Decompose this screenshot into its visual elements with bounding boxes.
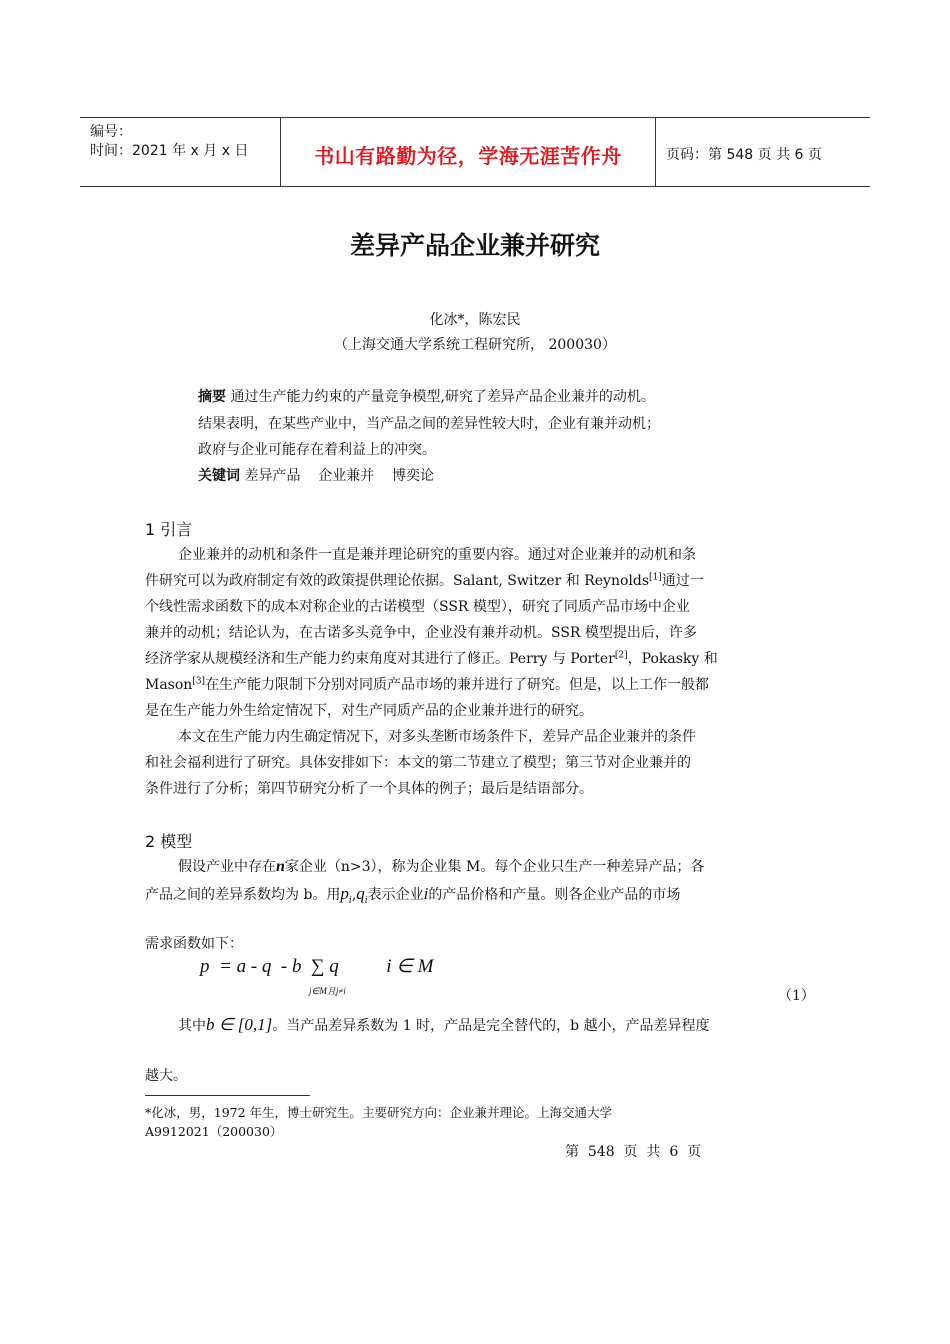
time-label: 时间：2021 年 x 月 x 日 (90, 143, 249, 159)
footnote-line-2: A9912021（200030） (145, 1124, 283, 1139)
paragraph-text: 通过一 (661, 573, 704, 589)
equation-1-subscript: j∈M且j≠i (309, 986, 346, 996)
keywords-label: 关键词 (198, 468, 240, 484)
abstract-line-1 (198, 386, 655, 406)
paragraph-text: 在生产能力限制下分别对同质产品市场的兼并进行了研究。但是，以上工作一般都 (205, 677, 710, 693)
paragraph-text: 其中 (178, 1018, 206, 1034)
header-page-label: 页码：第 548 页 共 6 页 (666, 147, 822, 163)
paragraph-text: 的产品价格和产量。则各企业产品的市场 (428, 887, 681, 903)
keywords: 差异产品 企业兼并 博奕论 (244, 468, 435, 484)
paragraph-text: 件研究可以为政府制定有效的政策提供理论依据。Salant, Switzer 和 Reynolds (145, 573, 650, 589)
section-2-heading: 2 模型 (145, 832, 193, 851)
paragraph-line: 需求函数如下： (145, 936, 243, 952)
footnote-rule (145, 1095, 310, 1096)
page-title: 差异产品企业兼并研究 (349, 231, 600, 260)
paragraph-line: 个线性需求函数下的成本对称企业的古诺模型（SSR 模型），研究了同质产品市场中企业 (145, 599, 690, 615)
paragraph-line: 是在生产能力外生给定情况下，对生产同质产品的企业兼并进行的研究。 (145, 703, 593, 719)
section-1-heading: 1 引言 (145, 520, 193, 539)
page-number: 第 548 页 共 6 页 (565, 1144, 702, 1160)
paragraph-line (178, 856, 838, 876)
paragraph-line: 和社会福利进行了研究。具体安排如下：本文的第二节建立了模型；第三节对企业兼并的 (145, 755, 691, 771)
header-motto-cell (280, 118, 656, 186)
paragraph-line (178, 1015, 838, 1035)
paragraph-text: 表示企业 (367, 887, 424, 903)
paragraph-line: 本文在生产能力内生确定情况下，对多头垄断市场条件下，差异产品企业兼并的条件 (178, 729, 696, 745)
header-meta-cell (80, 118, 280, 186)
paragraph-text: ，Pokasky 和 (627, 651, 718, 667)
paragraph-text: 假设产业中存在 (178, 859, 276, 875)
authors: 化冰*，陈宏民 (429, 312, 521, 328)
citation-3: [3] (192, 676, 206, 687)
paragraph-text: 经济学家从规模经济和生产能力约束角度对其进行了修正。Perry 与 Porter (145, 651, 615, 667)
motto: 书山有路勤为径，学海无涯苦作舟 (314, 144, 622, 168)
math-n: n (276, 858, 285, 875)
abstract-line-3: 政府与企业可能存在着利益上的冲突。 (198, 442, 436, 458)
paragraph-line (145, 884, 805, 906)
header-page-cell (656, 118, 870, 186)
paragraph-line: 企业兼并的动机和条件一直是兼并理论研究的重要内容。通过对企业兼并的动机和条 (178, 547, 696, 563)
math-p: p (340, 884, 349, 903)
math-sub-i: i (364, 895, 368, 906)
paragraph-line: 越大。 (145, 1068, 187, 1084)
footnote-line-1: *化冰，男，1972 年生，博士研究生。主要研究方向：企业兼并理论。上海交通大学 (145, 1105, 613, 1120)
equation-1-number: （1） (778, 988, 815, 1004)
citation-2: [2] (614, 650, 628, 661)
citation-1: [1] (649, 572, 662, 583)
paragraph-line: 条件进行了分析；第四节研究分析了一个具体的例子；最后是结语部分。 (145, 781, 593, 797)
math-sub-i: i (348, 895, 352, 906)
math-b-range: b ∈ [0,1] (206, 1015, 273, 1034)
paragraph-line (145, 570, 805, 590)
abstract-label: 摘要 (198, 389, 226, 405)
paragraph-text: 家企业（n>3），称为企业集 M。每个企业只生产一种差异产品；各 (284, 859, 705, 875)
paragraph-line (145, 648, 805, 668)
header-table (80, 117, 870, 187)
math-q: q (356, 884, 365, 903)
paragraph-text: Mason (145, 677, 193, 693)
keywords-line (198, 465, 434, 485)
math-i: i (423, 884, 429, 903)
equation-1: p = a - q - b ∑ q i ∈ M (200, 956, 434, 977)
affiliation: （上海交通大学系统工程研究所， 200030） (334, 337, 616, 353)
paragraph-line: 兼并的动机；结论认为，在古诺多头竞争中，企业没有兼并动机。SSR 模型提出后，许多 (145, 625, 697, 641)
math-comma: , (351, 887, 357, 903)
paragraph-text: 产品之间的差异系数均为 b。用 (145, 887, 341, 903)
abstract-line-2: 结果表明，在某些产业中，当产品之间的差异性较大时，企业有兼并动机； (198, 416, 660, 432)
serial-label: 编号： (90, 124, 132, 140)
paragraph-text: 。当产品差异系数为 1 时，产品是完全替代的，b 越小，产品差异程度 (272, 1018, 710, 1034)
abstract-text-1: 通过生产能力约束的产量竞争模型,研究了差异产品企业兼并的动机。 (230, 389, 655, 405)
paragraph-line (145, 674, 805, 694)
